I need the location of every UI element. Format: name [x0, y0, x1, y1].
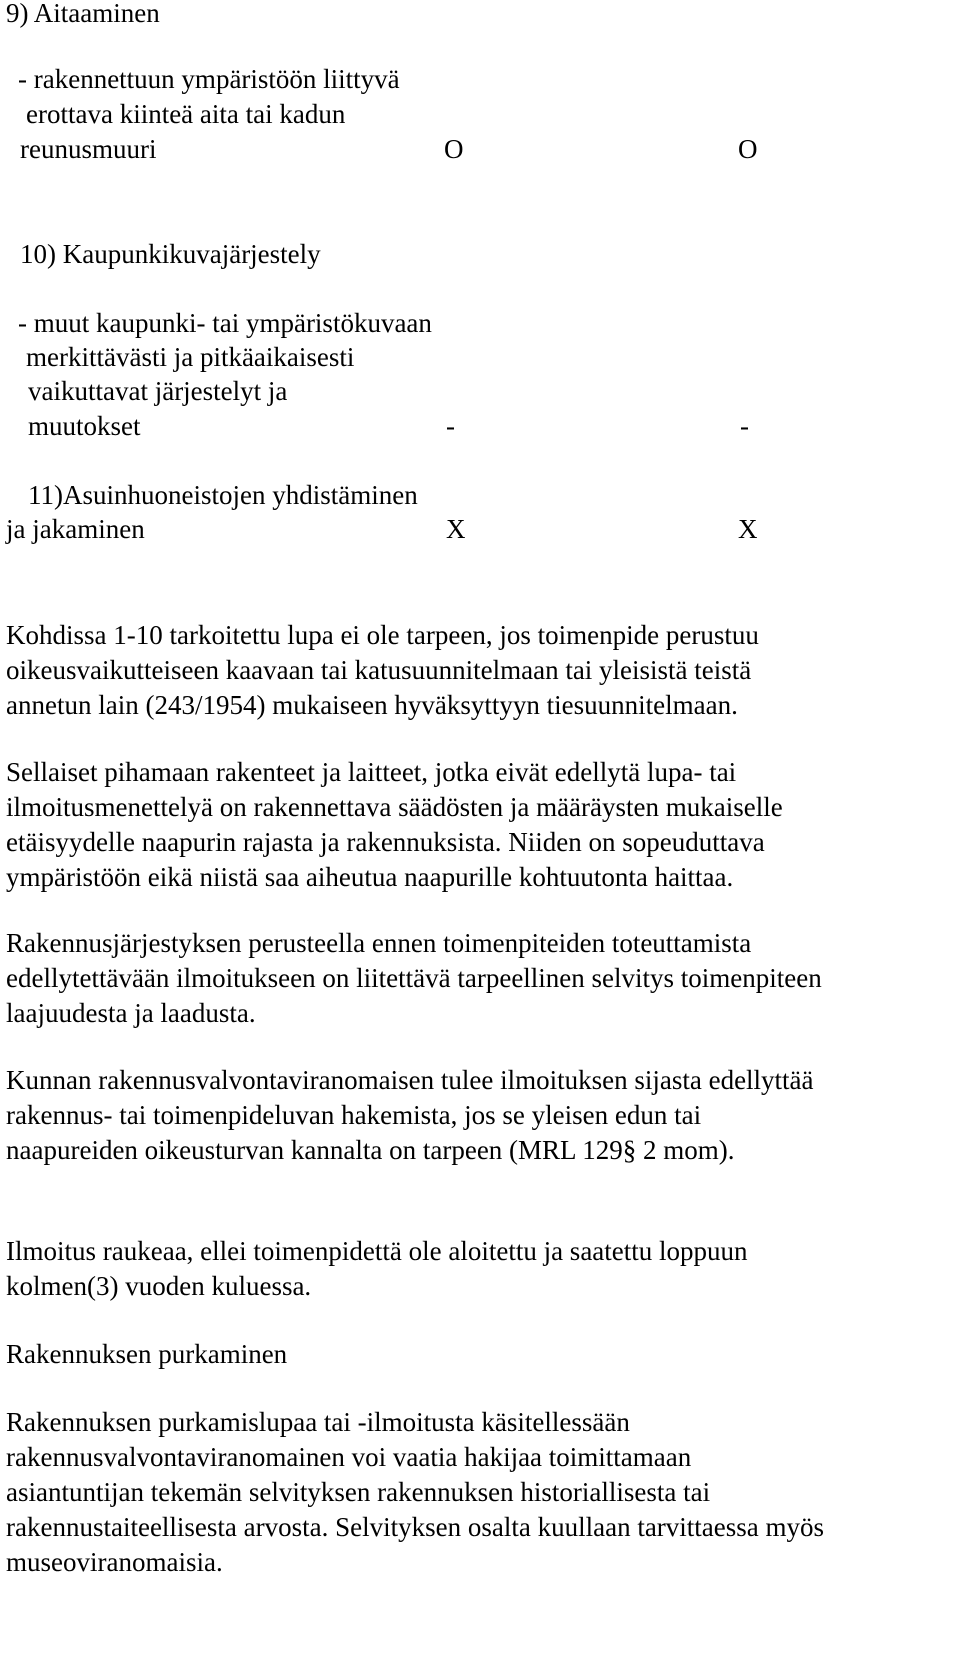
item-value-col2: X	[738, 514, 758, 544]
paragraph-line: asiantuntijan tekemän selvityksen rakennuksen historiallisesta tai	[6, 1477, 711, 1507]
item-desc-line: 11)Asuinhuoneistojen yhdistäminen	[28, 480, 418, 510]
table-row	[0, 409, 960, 444]
paragraph-kunnan	[6, 1063, 956, 1168]
section-heading-purkaminen	[6, 1337, 956, 1372]
paragraph-line: rakennus- tai toimenpideluvan hakemista, jos se yleisen edun tai	[6, 1100, 702, 1130]
paragraph-purkamislupa	[6, 1405, 956, 1580]
table-row	[0, 132, 960, 167]
paragraph-line: Rakennuksen purkamislupaa tai -ilmoitusta käsitellessään	[6, 1407, 630, 1437]
paragraph-line: etäisyydelle naapurin rajasta ja rakennuksista. Niiden on sopeuduttava	[6, 827, 765, 857]
paragraph-line: Kunnan rakennusvalvontaviranomaisen tulee ilmoituksen sijasta edellyttää	[6, 1065, 814, 1095]
item-desc-line: - muut kaupunki- tai ympäristökuvaan	[18, 308, 432, 338]
paragraph-rakennusjarjestyksen	[6, 926, 956, 1031]
item-value-col1: -	[446, 411, 455, 441]
paragraph-line: Kohdissa 1-10 tarkoitettu lupa ei ole tarpeen, jos toimenpide perustuu	[6, 620, 759, 650]
item-desc-line: reunusmuuri	[20, 134, 157, 164]
paragraph-line: oikeusvaikutteiseen kaavaan tai katusuunnitelmaan tai yleisistä teistä	[6, 655, 752, 685]
paragraph-line: Ilmoitus raukeaa, ellei toimenpidettä ole aloitettu ja saatettu loppuun	[6, 1236, 748, 1266]
table-row	[0, 512, 960, 547]
paragraph-line: museoviranomaisia.	[6, 1547, 223, 1577]
paragraph-line: ympäristöön eikä niistä saa aiheutua naapurille kohtuutonta haittaa.	[6, 862, 734, 892]
section-heading: Rakennuksen purkaminen	[6, 1339, 288, 1369]
item-desc-line: muutokset	[28, 411, 141, 441]
item-value-col1: X	[446, 514, 466, 544]
paragraph-line: Sellaiset pihamaan rakenteet ja laitteet, jotka eivät edellytä lupa- tai	[6, 757, 737, 787]
paragraph-line: naapureiden oikeusturvan kannalta on tarpeen (MRL 129§ 2 mom).	[6, 1135, 735, 1165]
paragraph-line: annetun lain (243/1954) mukaiseen hyväksyttyyn tiesuunnitelmaan.	[6, 690, 738, 720]
item-value-col1: O	[444, 134, 464, 164]
item-desc-line: - rakennettuun ympäristöön liittyvä	[18, 64, 400, 94]
item-desc-line: vaikuttavat järjestelyt ja	[28, 376, 288, 406]
item-value-col2: O	[738, 134, 758, 164]
paragraph-ilmoitus	[6, 1234, 956, 1304]
paragraph-sellaiset	[6, 755, 956, 895]
paragraph-line: laajuudesta ja laadusta.	[6, 998, 256, 1028]
paragraph-line: Rakennusjärjestyksen perusteella ennen toimenpiteiden toteuttamista	[6, 928, 752, 958]
item-value-col2: -	[740, 411, 749, 441]
item-desc-line: ja jakaminen	[6, 514, 145, 544]
paragraph-line: rakennusvalvontaviranomainen voi vaatia hakijaa toimittamaan	[6, 1442, 692, 1472]
item-desc-line: merkittävästi ja pitkäaikaisesti	[26, 342, 355, 372]
paragraph-line: ilmoitusmenettelyä on rakennettava säädösten ja määräysten mukaiselle	[6, 792, 783, 822]
item-desc-line: erottava kiinteä aita tai kadun	[26, 99, 346, 129]
paragraph-line: kolmen(3) vuoden kuluessa.	[6, 1271, 312, 1301]
item-heading-aitaaminen: 9) Aitaaminen	[6, 0, 160, 28]
paragraph-line: edellytettävään ilmoitukseen on liitettävä tarpeellinen selvitys toimenpiteen	[6, 963, 822, 993]
paragraph-kohdissa	[6, 618, 956, 723]
paragraph-line: rakennustaiteellisesta arvosta. Selvityksen osalta kuullaan tarvittaessa myös	[6, 1512, 825, 1542]
item-heading-kaupunkikuvajarjestely: 10) Kaupunkikuvajärjestely	[20, 239, 321, 269]
